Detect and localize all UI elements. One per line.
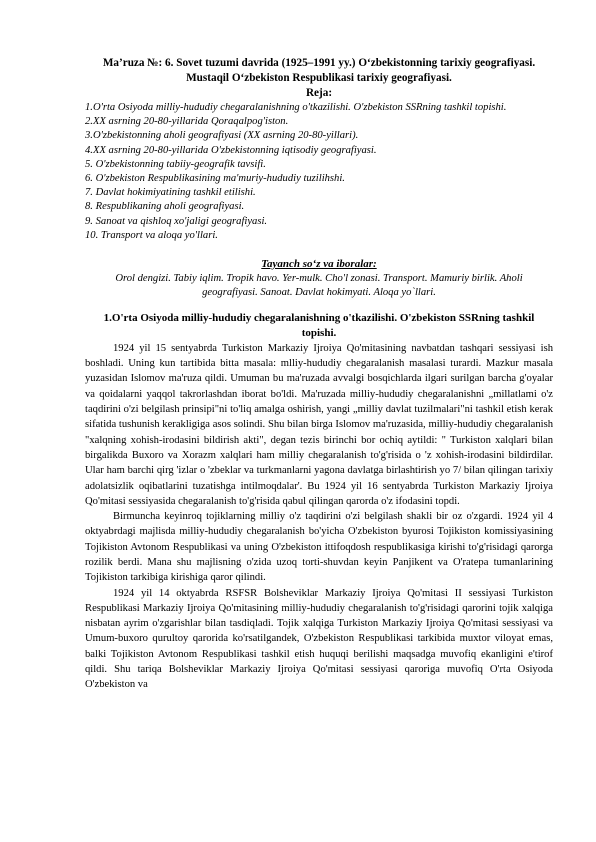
lecture-title xyxy=(85,56,553,86)
plan-item: 6. O'zbekiston Respublikasining ma'muriy-hududiy tuzilihshi. xyxy=(85,173,345,185)
plan-item: 7. Davlat hokimiyatining tashkil etilishi. xyxy=(85,187,256,199)
body-paragraph: Birmuncha keyinroq tojiklarning milliy o'z taqdirini o'zi belgilash shakli bir oz o'zgardi. 1924 yil 4 oktyabrdagi majlisda milliy-hududiy chegaralanish bo'yicha O'zbekiston byurosi Tojikiston komissiyasining Tojikiston Avtonom Respublikasi va uning O'zbekiston ittifoqdosh respublikasiga kirishi to'g'risidagi qarorga rozilik berdi. Mana shu majlisning o'zida uzoq torti-shuvdan keyin Panjikent va O'ratepa tumanlarining Tojikiston tarkibiga kirishiga qaror qilindi. xyxy=(85,511,553,584)
plan-item: 1.O'rta Osiyoda milliy-hududiy chegaralanishning o'tkazilishi. O'zbekiston SSRning tashkil topishi. xyxy=(85,102,507,113)
section-heading: 1.O'rta Osiyoda milliy-hududiy chegaralanishning o'tkazilishi. O'zbekiston SSRning tashkil topishi. xyxy=(103,311,535,339)
plan-heading: Reja: xyxy=(305,87,333,99)
plan-item: 3.O'zbekistonning aholi geografiyasi (XX asrning 20-80-yillari). xyxy=(85,130,359,142)
plan-item: 10. Transport va aloqa yo'llari. xyxy=(85,229,218,241)
lecture-title-line-2: Mustaqil O‘zbekiston Respublikasi tarixiy geografiyasi. xyxy=(186,72,452,84)
body-paragraph: 1924 yil 14 oktyabrda RSFSR Bolsheviklar Markaziy Ijroiya Qo'mitasi II sessiyasi Turkiston Respublikasi Markaziy Ijroiya Qo'mitasining milliy-hududiy chegaralanish to'g'risidagi qarorini tojik xalqiga nisbatan ayrim o'zgarishlar bilan tasdiqladi. Tojik xalqiga Turkiston Markaziy Ijroiya Qo'mitasi sessiyasi va Umum-buxoro qurultoy qarorida ko'rsatilgandek, O'zbekiston Respublikasi tarkibida muxtor viloyat emas, balki Tojikiston Avtonom Respublikasi tashkil etish huquqi berilishi maqsadga muvofiq ekanligini e'tirof qildi. Shu tariqa Bolsheviklar Markaziy Ijroiya Qo'mitasi sessiyasi qaroriga muvofiq O'rta Osiyoda O'zbekiston va xyxy=(85,587,553,691)
body-paragraph: 1924 yil 15 sentyabrda Turkiston Markaziy Ijroiya Qo'mitasining navbatdan tashqari sessiyasi ish boshladi. Uning kun tartibida bitta masala: mlliy-hududiy chegaralanish masalasi turardi. Mazkur masala yuzasidan Islomov ma'ruza qildi. Umuman bu ma'ruzada avvalgi bosqichlarda ilgari surilgan barcha g'oyalar va qoidalarni yaqqol takrorlashdan iborat bo'ldi. Ma'ruzada milliy-hududiy chegaralanishni „millatlami o'z taqdirini o'zi belgilash prinsipi"ni to'liq amalga oshirish, yangi „milliy davlat tuzilmalari"ni tashkil etish kerak sifatida tushunish kerakligiga asos solindi. Shu bilan birga Islomov ma'ruzasida, milliy-hududiy chegaralanish "xalqning xohish-irodasini bildirish akti", degan tezis birinchi bor ochiq aytildi: " Turkiston xalqlari bilan birgalikda Buxoro va Xorazm xalqlari ham milliy chegaralanish to'g'risida o 'z xohish-irodasini bildirdilar. Ular ham barchi qirg 'izlar o 'zbeklar va turkmanlarni yagona davlatga birlashtirish yo 7/ bilan qilingan tarixiy adolatsizlik oqibatlarini tuzatishga intilmoqdalar'. Bu 1924 yil 16 sentyabrda Turkiston Markaziy Ijroiya Qo'mitasi sessiyasida chegaralanish to'g'risida qabul qilingan qarorda o'z ifodasini topdi. xyxy=(85,342,553,507)
document-content xyxy=(85,56,553,693)
plan-item: 2.XX asrning 20-80-yillarida Qoraqalpog'iston. xyxy=(85,116,289,128)
plan-item: 9. Sanoat va qishloq xo'jaligi geografiyasi. xyxy=(85,215,268,227)
plan-item: 4.XX asrning 20-80-yillarida O'zbekistonning iqtisodiy geografiyasi. xyxy=(85,144,377,156)
keywords-text: Orol dengizi. Tabiy iqlim. Tropik havo. Yer-mulk. Cho'l zonasi. Transport. Mamuriy birlik. Aholi geografiyasi. Sanoat. Davlat hokimyati. Aloqa yo`llari. xyxy=(115,273,523,299)
plan-list xyxy=(85,101,553,243)
keywords-heading: Tayanch so‘z va iboralar: xyxy=(261,258,377,271)
lecture-title-line-1: Ma’ruza №: 6. Sovet tuzumi davrida (1925–1991 yy.) O‘zbekistonning tarixiy geografiyasi. xyxy=(102,57,536,69)
plan-item: 5. O'zbekistonning tabiiy-geografik tavsifi. xyxy=(85,158,266,170)
plan-item: 8. Respublikaning aholi geografiyasi. xyxy=(85,201,245,213)
